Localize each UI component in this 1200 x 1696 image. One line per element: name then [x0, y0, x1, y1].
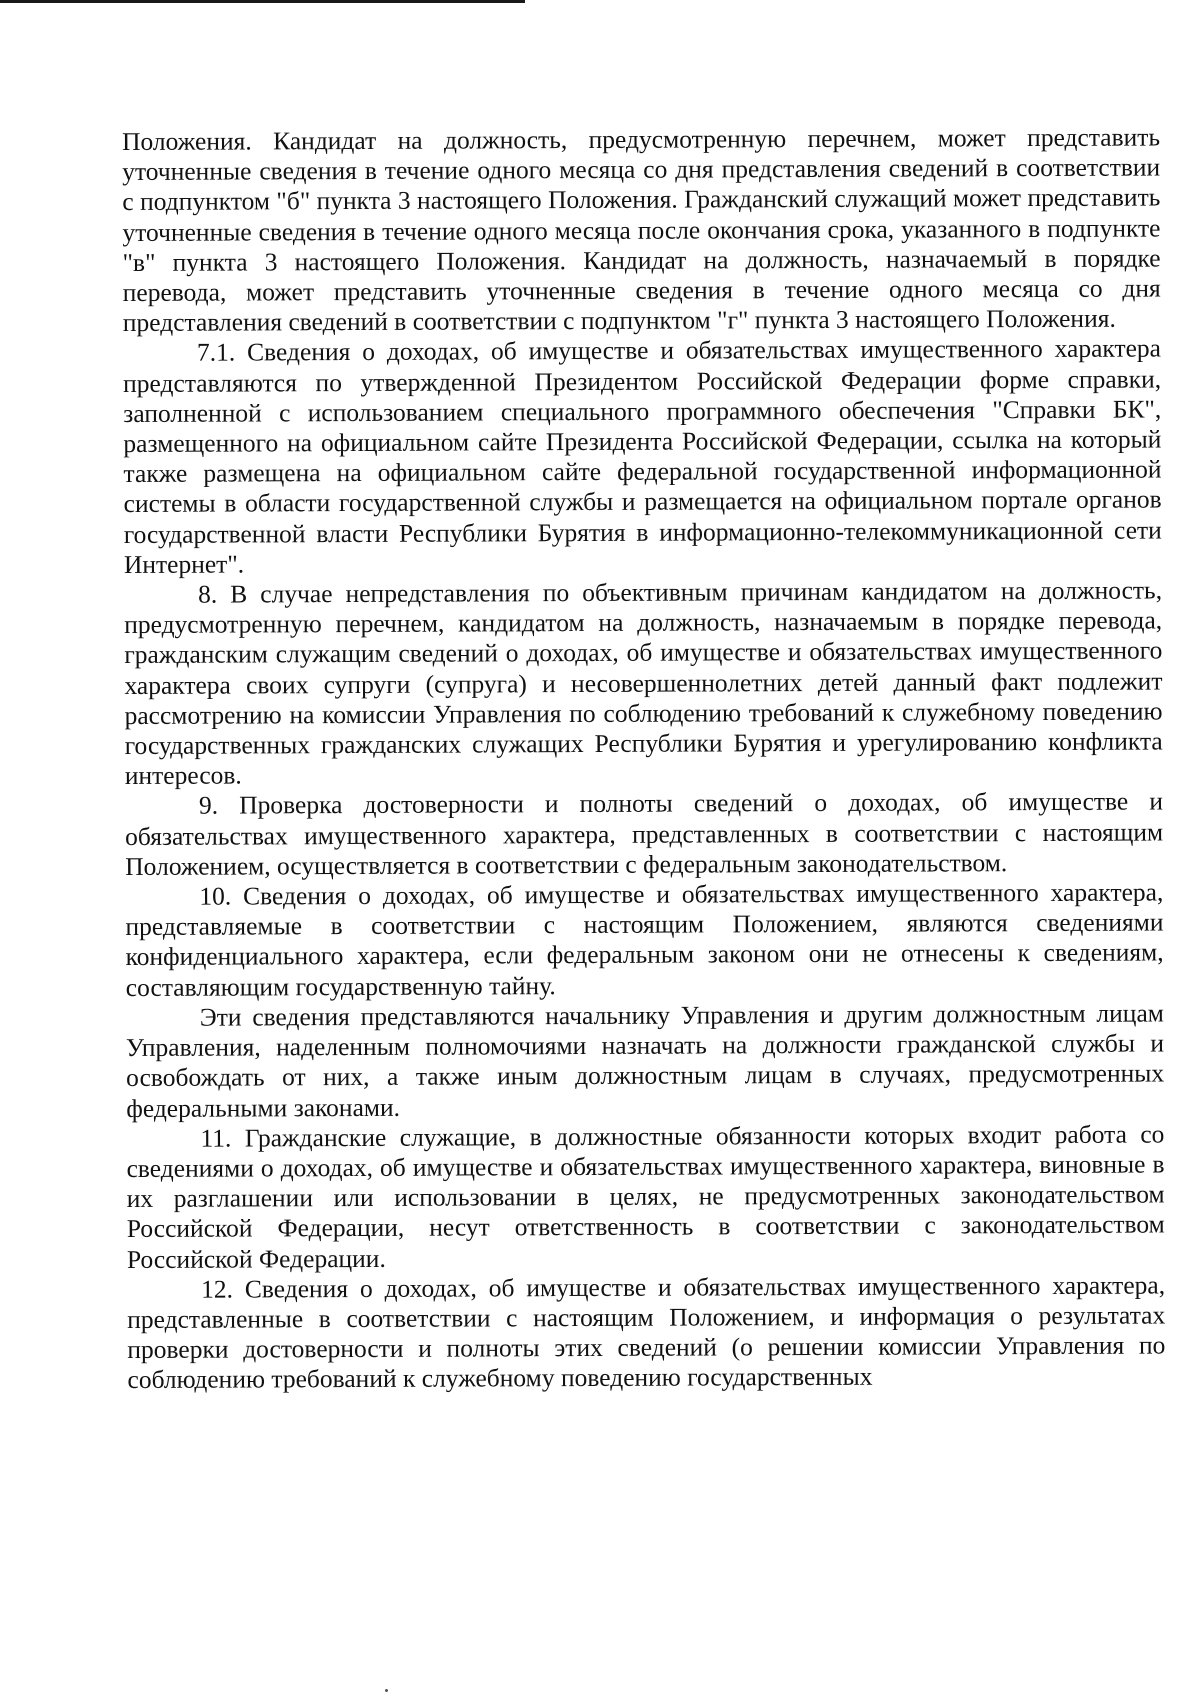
paragraph-9: 9. Проверка достоверности и полноты сведений о доходах, об имуществе и обязательствах имущественного характера, представленных в соответствии с настоящим Положением, осуществляется в соответствии с федеральным законодательством. [125, 786, 1164, 881]
scan-artifact-dot [385, 1689, 388, 1692]
paragraph-8: 8. В случае непредставления по объективным причинам кандидатом на должность, предусмотренную перечнем, кандидатом на должность, назначаемым в порядке перевода, гражданским служащим сведений о доходах, об имуществе и обязательствах имущественного характера своих супруги (супруга) и несовершеннолетних детей данный факт подлежит рассмотрению на комиссии Управления по соблюдению требований к служебному поведению государственных гражданских служащих Республики Бурятия и урегулированию конфликта интересов. [124, 575, 1163, 791]
paragraph-7-1: 7.1. Сведения о доходах, об имуществе и обязательствах имущественного характера представляются по утвержденной Президентом Российской Федерации форме справки, заполненной с использованием специального программного обеспечения "Справки БК", размещенного на официальном сайте Президента Российской Федерации, ссылка на который также размещена на официальном сайте федеральной государственной информационной системы в области государственной службы и размещается на официальном портале органов государственной власти Республики Бурятия в информационно-телекоммуникационной сети Интернет". [123, 333, 1162, 579]
paragraph-10: 10. Сведения о доходах, об имуществе и обязательствах имущественного характера, представляемые в соответствии с настоящим Положением, являются сведениями конфиденциального характера, если федеральным законом они не отнесены к сведениям, составляющим государственную тайну. [125, 877, 1164, 1002]
paragraph-12: 12. Сведения о доходах, об имуществе и обязательствах имущественного характера, представленные в соответствии с настоящим Положением, и информация о результатах проверки достоверности и полноты этих сведений (о решении комиссии Управления по соблюдению требований к служебному поведению государственных [127, 1270, 1166, 1395]
top-rule-line [0, 0, 525, 3]
paragraph-11: 11. Гражданские служащие, в должностные обязанности которых входит работа со сведениями о доходах, об имуществе и обязательствах имущественного характера, виновные в их разглашении или использовании в целях, не предусмотренных законодательством Российской Федерации, несут ответственность в соответствии с законодательством Российской Федерации. [126, 1119, 1165, 1274]
paragraph-10-continued: Эти сведения представляются начальнику Управления и другим должностным лицам Управления, наделенным полномочиями назначать на должности гражданской службы и освобождать от них, а также иным должностным лицам в случаях, предусмотренных федеральными законами. [125, 998, 1165, 1123]
paragraph-continuation: Положения. Кандидат на должность, предусмотренную перечнем, может представить уточненные сведения в течение одного месяца со дня представления сведений в соответствии с подпунктом "б" пункта 3 настоящего Положения. Гражданский служащий может представить уточненные сведения в течение одного месяца после окончания срока, указанного в подпункте "в" пункта 3 настоящего Положения. Кандидат на должность, назначаемый в порядке перевода, может представить уточненные сведения в течение одного месяца со дня представления сведений в соответствии с подпунктом "г" пункта 3 настоящего Положения. [122, 122, 1161, 338]
document-body [122, 122, 1166, 1395]
